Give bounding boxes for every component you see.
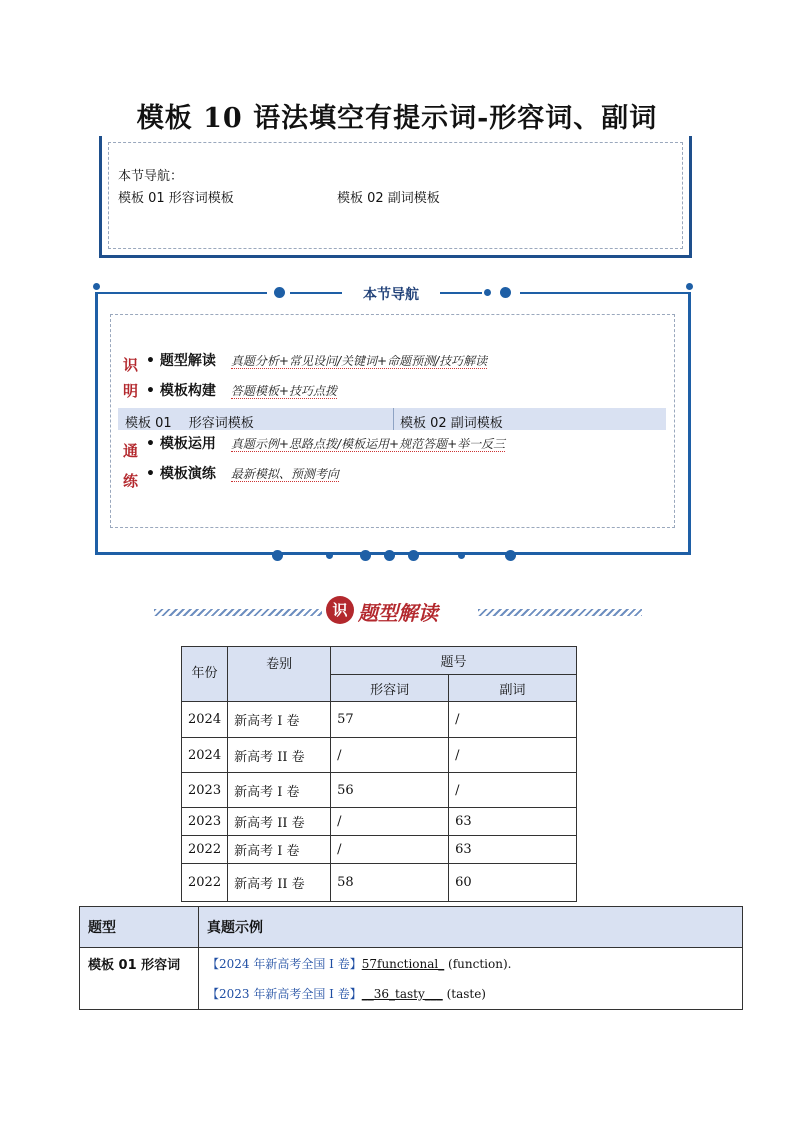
example-line: 【2023 年新高考全国 I 卷】__36_tasty___ (taste) (207, 987, 486, 1001)
dot-icon (458, 552, 465, 559)
exam-table (181, 646, 577, 902)
dot-icon (408, 550, 419, 561)
example-table (79, 906, 743, 1010)
dot-icon (505, 550, 516, 561)
dot-icon (326, 552, 333, 559)
nav-item[interactable]: • 模板运用 真题示例+思路点拨/模板运用+规范答题+举一反三 (146, 436, 506, 452)
table-row: 2024 新高考 II 卷 / / (182, 738, 577, 773)
dot-icon (500, 287, 511, 298)
dot-icon (686, 283, 693, 290)
header-question-no: 题号 (331, 647, 577, 675)
table-row: 2022 新高考 I 卷 / 63 (182, 836, 577, 864)
nav-box-title: 本节导航 (346, 284, 436, 304)
nav-item[interactable]: • 题型解读 真题分析+常见设问/关键词+命题预测/技巧解读 (146, 353, 488, 369)
header-type: 题型 (80, 907, 199, 948)
nav-item[interactable]: • 模板构建 答题模板+技巧点拨 (146, 383, 337, 399)
side-char: 通 (123, 442, 139, 460)
side-char: 练 (123, 472, 139, 490)
header-adverb: 副词 (449, 675, 577, 702)
table-row: 2022 新高考 II 卷 58 60 (182, 864, 577, 902)
header-year: 年份 (182, 647, 228, 702)
table-row: 2023 新高考 II 卷 / 63 (182, 808, 577, 836)
band-divider (393, 408, 394, 430)
band-link-adverb[interactable]: 模板 02 副词模板 (400, 416, 503, 431)
dot-icon (274, 287, 285, 298)
dot-icon (272, 550, 283, 561)
nav-item-adjective[interactable]: 模板 01 形容词模板 (118, 191, 234, 206)
band-link-adjective[interactable]: 模板 01 形容词模板 (125, 416, 254, 431)
hatch-divider (154, 609, 322, 616)
header-paper: 卷别 (228, 647, 331, 702)
table-row (80, 948, 743, 1010)
page-title: 模板 10 语法填空有提示词-形容词、副词 (136, 103, 658, 134)
nav-item[interactable]: • 模板演练 最新模拟、预测考向 (146, 466, 339, 482)
divider (440, 292, 482, 294)
examples-cell (199, 948, 743, 1010)
dot-icon (93, 283, 100, 290)
side-char: 识 (123, 356, 139, 374)
section-title: 题型解读 (358, 601, 438, 625)
dot-icon (360, 550, 371, 561)
divider (520, 292, 691, 294)
header-adjective: 形容词 (331, 675, 449, 702)
table-row: 2024 新高考 I 卷 57 / (182, 702, 577, 738)
nav-item-adverb[interactable]: 模板 02 副词模板 (337, 191, 440, 206)
row-type: 模板 01 形容词 (80, 948, 199, 1010)
header-example: 真题示例 (199, 907, 743, 948)
table-row: 2023 新高考 I 卷 56 / (182, 773, 577, 808)
nav-heading: 本节导航： (118, 169, 184, 184)
example-line: 【2024 年新高考全国 I 卷】57functional_ (function). (207, 957, 512, 971)
divider (290, 292, 342, 294)
dot-icon (384, 550, 395, 561)
section-icon: 识 (326, 596, 354, 624)
side-char: 明 (123, 382, 139, 400)
divider (95, 292, 267, 294)
dot-icon (484, 289, 491, 296)
hatch-divider (478, 609, 642, 616)
